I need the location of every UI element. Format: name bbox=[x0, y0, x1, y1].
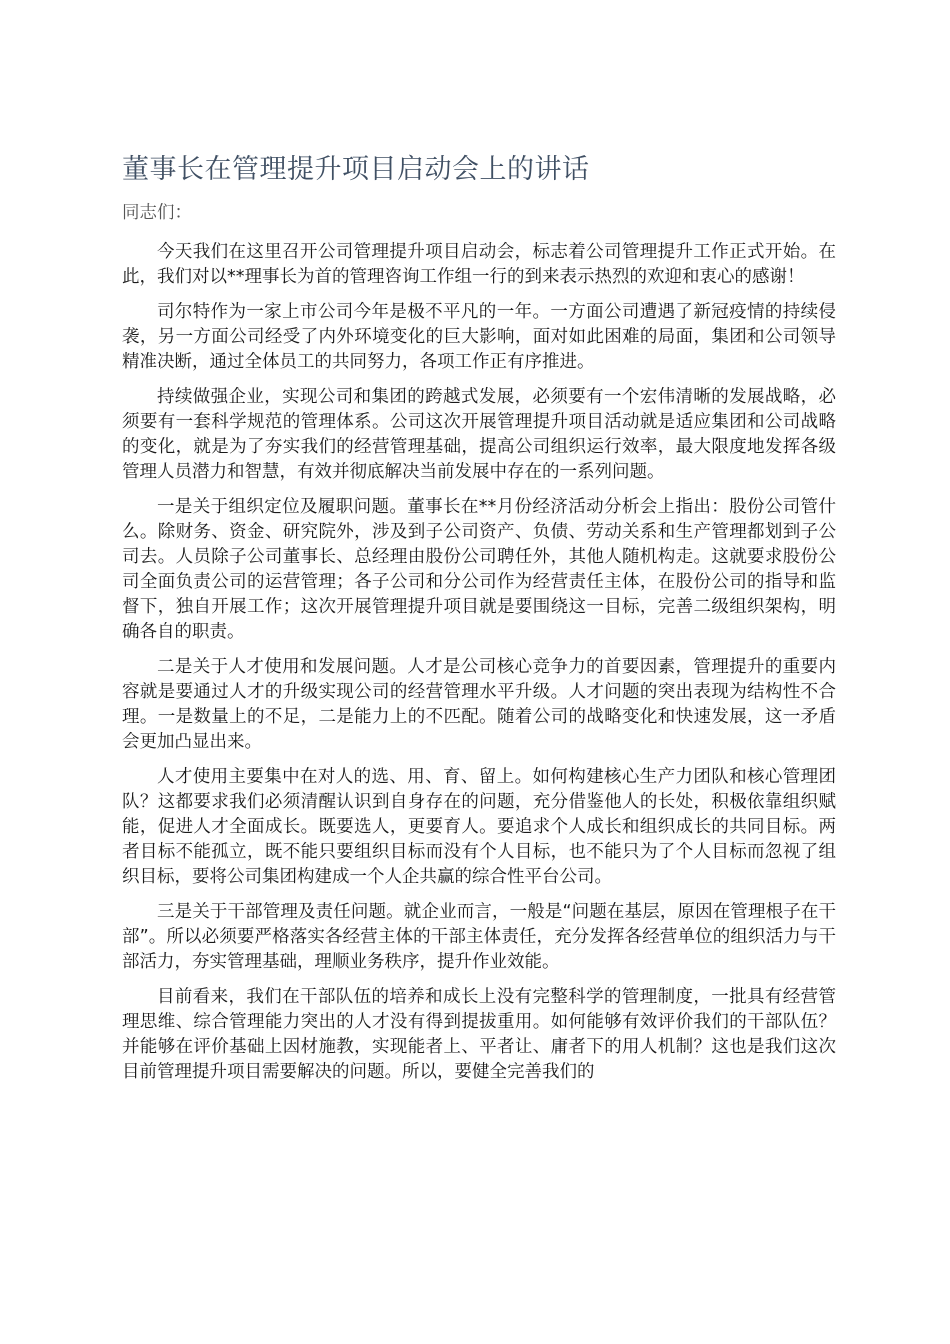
salutation: 同志们： bbox=[122, 203, 192, 223]
paragraph-3: 持续做强企业，实现公司和集团的跨越式发展，必须要有一个宏伟清晰的发展战略，必须要有一套科学规范的管理体系。公司这次开展管理提升项目活动就是适应集团和公司战略的变化，就是为了夯实我们的经营管理基础，提高公司组织运行效率，最大限度地发挥各级管理人员潜力和智慧，有效并彻底解决当前发展中存在的一系列问题。 bbox=[122, 387, 836, 482]
document-page bbox=[122, 150, 836, 1095]
paragraph-7: 三是关于干部管理及责任问题。就企业而言，一般是“问题在基层，原因在管理根子在干部”。所以必须要严格落实各经营主体的干部主体责任，充分发挥各经营单位的组织活力与干部活力，夯实管理基础，理顺业务秩序，提升作业效能。 bbox=[122, 902, 836, 972]
paragraph-4: 一是关于组织定位及履职问题。董事长在**月份经济活动分析会上指出：股份公司管什么。除财务、资金、研究院外，涉及到子公司资产、负债、劳动关系和生产管理都划到子公司去。人员除子公司董事长、总经理由股份公司聘任外，其他人随机构走。这就要求股份公司全面负责公司的运营管理；各子公司和分公司作为经营责任主体，在股份公司的指导和监督下，独自开展工作；这次开展管理提升项目就是要围绕这一目标，完善二级组织架构，明确各自的职责。 bbox=[122, 497, 836, 642]
paragraph-5: 二是关于人才使用和发展问题。人才是公司核心竞争力的首要因素，管理提升的重要内容就是要通过人才的升级实现公司的经营管理水平升级。人才问题的突出表现为结构性不合理。一是数量上的不足，二是能力上的不匹配。随着公司的战略变化和快速发展，这一矛盾会更加凸显出来。 bbox=[122, 657, 836, 752]
paragraph-1: 今天我们在这里召开公司管理提升项目启动会，标志着公司管理提升工作正式开始。在此，我们对以**理事长为首的管理咨询工作组一行的到来表示热烈的欢迎和衷心的感谢！ bbox=[122, 242, 836, 287]
paragraph-6: 人才使用主要集中在对人的选、用、育、留上。如何构建核心生产力团队和核心管理团队？这都要求我们必须清醒认识到自身存在的问题，充分借鉴他人的长处，积极依靠组织赋能，促进人才全面成长。既要选人，更要育人。要追求个人成长和组织成长的共同目标。两者目标不能孤立，既不能只要组织目标而没有个人目标，也不能只为了个人目标而忽视了组织目标，要将公司集团构建成一个人企共赢的综合性平台公司。 bbox=[122, 767, 836, 887]
paragraph-8: 目前看来，我们在干部队伍的培养和成长上没有完整科学的管理制度，一批具有经营管理思维、综合管理能力突出的人才没有得到提拔重用。如何能够有效评价我们的干部队伍？并能够在评价基础上因材施教，实现能者上、平者让、庸者下的用人机制？这也是我们这次目前管理提升项目需要解决的问题。所以，要健全完善我们的 bbox=[122, 987, 836, 1082]
document-title: 董事长在管理提升项目启动会上的讲话 bbox=[122, 154, 590, 185]
paragraph-2: 司尔特作为一家上市公司今年是极不平凡的一年。一方面公司遭遇了新冠疫情的持续侵袭，另一方面公司经受了内外环境变化的巨大影响，面对如此困难的局面，集团和公司领导精准决断，通过全体员工的共同努力，各项工作正有序推进。 bbox=[122, 302, 836, 372]
